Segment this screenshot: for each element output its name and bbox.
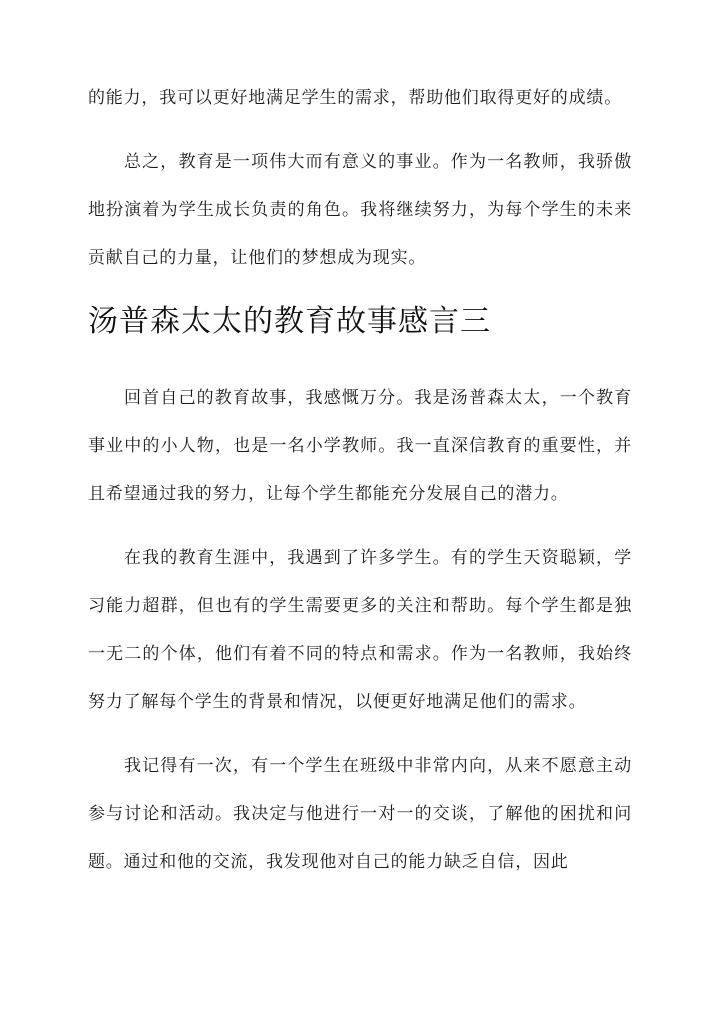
- intro-paragraph-1: 的能力，我可以更好地满足学生的需求，帮助他们取得更好的成绩。: [88, 88, 622, 108]
- section-paragraph-1: 回首自己的教育故事，我感慨万分。我是汤普森太太，一个教育事业中的小人物，也是一名小学教师。我一直深信教育的重要性，并且希望通过我的努力，让每个学生都能充分发展自己的潜力。: [88, 388, 632, 504]
- document-page: [88, 74, 632, 886]
- section-paragraph-2: 在我的教育生涯中，我遇到了许多学生。有的学生天资聪颖，学习能力超群，但也有的学生需要更多的关注和帮助。每个学生都是独一无二的个体，他们有着不同的特点和需求。作为一名教师，我始终努力了解每个学生的背景和情况，以便更好地满足他们的需求。: [88, 548, 632, 712]
- intro-paragraph-2: 总之，教育是一项伟大而有意义的事业。作为一名教师，我骄傲地扮演着为学生成长负责的角色。我将继续努力，为每个学生的未来贡献自己的力量，让他们的梦想成为现实。: [88, 152, 632, 268]
- section-title: 汤普森太太的教育故事感言三: [88, 304, 491, 339]
- section-paragraph-3: 我记得有一次，有一个学生在班级中非常内向，从来不愿意主动参与讨论和活动。我决定与他进行一对一的交谈，了解他的困扰和问题。通过和他的交流，我发现他对自己的能力缺乏自信，因此: [88, 756, 632, 872]
